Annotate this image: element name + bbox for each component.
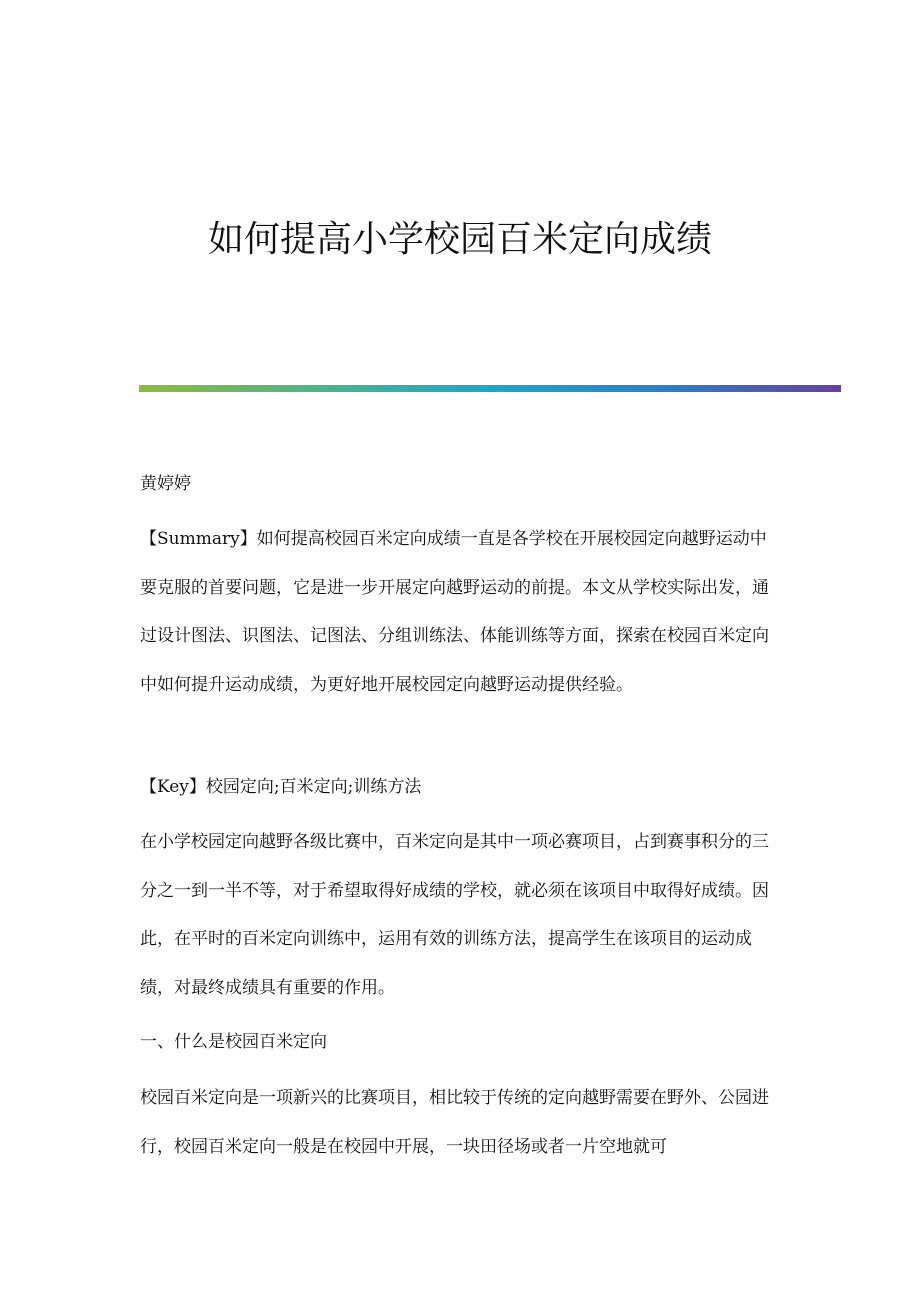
author-name: 黄婷婷 — [140, 474, 191, 494]
keywords-line: 【Key】校园定向;百米定向;训练方法 — [140, 777, 422, 797]
abstract-paragraph: 【Summary】如何提高校园百米定向成绩一直是各学校在开展校园定向越野运动中要克服的首要问题，它是进一步开展定向越野运动的前提。本文从学校实际出发，通过设计图法、识图法、记图法、分组训练法、体能训练等方面，探索在校园百米定向中如何提升运动成绩，为更好地开展校园定向越野运动提供经验。 — [140, 529, 769, 695]
body-paragraph: 在小学校园定向越野各级比赛中，百米定向是其中一项必赛项目，占到赛事积分的三分之一到一半不等，对于希望取得好成绩的学校，就必须在该项目中取得好成绩。因此，在平时的百米定向训练中，运用有效的训练方法，提高学生在该项目的运动成绩，对最终成绩具有重要的作用。 — [140, 832, 769, 998]
document-title: 如何提高小学校园百米定向成绩 — [207, 219, 712, 260]
title-divider — [139, 385, 841, 392]
section-heading: 一、什么是校园百米定向 — [140, 1032, 327, 1052]
body-paragraph: 校园百米定向是一项新兴的比赛项目，相比较于传统的定向越野需要在野外、公园进行，校园百米定向一般是在校园中开展，一块田径场或者一片空地就可 — [140, 1088, 769, 1157]
